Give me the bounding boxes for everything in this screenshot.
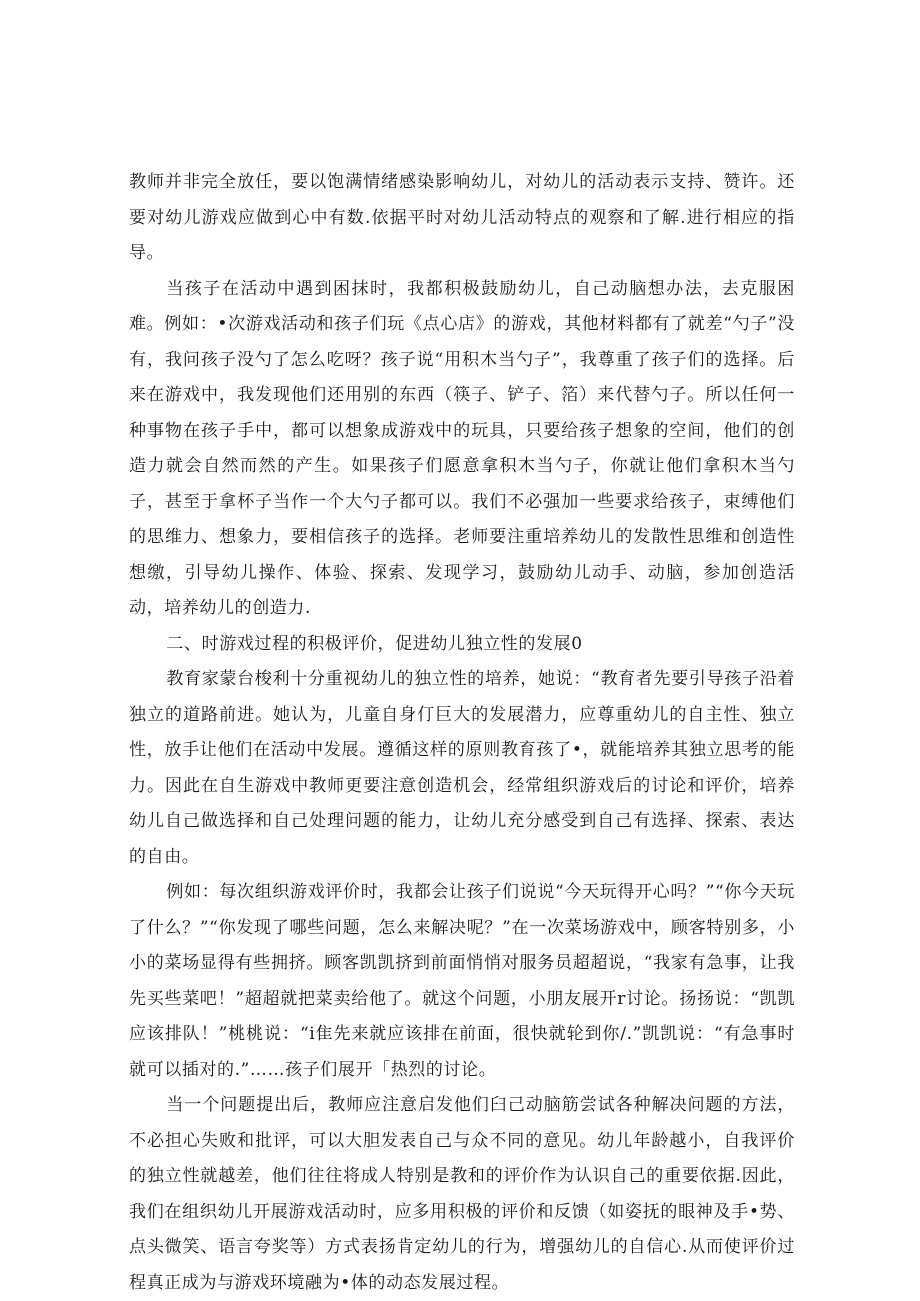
section-heading: 二、时游戏过程的积极评价，促进幼儿独立性的发展0 [166, 633, 583, 654]
paragraph-1: 教师并非完全放任，要以饱满情绪感染影响幼儿，对幼儿的活动表示支持、赞许。还要对幼儿游戏应做到心中有数.依据平时对幼儿活动特点的观察和了解.进行相应的指导。 [129, 172, 795, 263]
paragraph-5: 当一个问题提出后，教师应注意启发他们臼己动脑筋尝试各种解决问题的方法，不必担心失败和批评，可以大胆发表自己与众不同的意见。幼儿年龄越小，自我评价的独立性就越差，他们往往将成人特别是教和的评价作为认识自己的重要依据.因此，我们在组织幼儿开展游戏活动时，应多用积极的评价和反馈（如姿抚的眼神及手•势、点头微笑、语言夸奖等）方式表扬肯定幼儿的行为，增强幼儿的自信心.从而使评价过程真正成为与游戏环境融为•体的动态发展过程。 [129, 1095, 795, 1293]
paragraph-2: 当孩子在活动中遇到困抹时，我都积极鼓励幼儿，自己动脑想办法，去克服困难。例如：•次游戏活动和孩子们玩《点心店》的游戏，其他材料都有了就差“勺子”没有，我问孩子没勺了怎么吃呀？孩子说“用积木当勺子”，我尊重了孩子们的选择。后来在游戏中，我发现他们还用别的东西（筷子、铲子、箔）来代替勺子。所以任何一种事物在孩子手中，都可以想象成游戏中的玩具，只要给孩子想象的空间，他们的创造力就会自然而然的产生。如果孩子们愿意拿积木当勺子，你就让他们拿积木当勺子，甚至于拿杯子当作一个大勺子都可以。我们不必强加一些要求给孩子，束缚他们的思维力、想象力，要相信孩子的选择。老师要注重培养幼儿的发散性思维和创造性想缴，引导幼儿操作、体验、探索、发现学习，鼓励幼儿动手、动脑，参加创造活动，培养幼儿的创造力. [129, 278, 795, 618]
paragraph-4: 例如：每次组织游戏评价时，我都会让孩子们说说“今天玩得开心吗？”“你今天玩了什么？”“你发现了哪些问题，怎么来解决呢？”在一次菜场游戏中，顾客特别多，小小的菜场显得有些拥挤。顾客凯凯挤到前面悄悄对服务员超超说，“我家有急事，让我先买些菜吧！”超超就把菜卖给他了。就这个问题，小朋友展开r讨论。扬扬说：“凯凯应该排队！”桃桃说：“i隹先来就应该排在前面，很快就轮到你/.”凯凯说：“有急事时就可以插对的.”……孩子们展开「热烈的讨论。 [129, 882, 795, 1080]
document-body [129, 165, 795, 1301]
paragraph-3: 教育家蒙台梭利十分重视幼儿的独立性的培养，她说：“教育者先要引导孩子沿着独立的道路前进。她认为，儿童自身仃巨大的发展潜力，应尊重幼儿的自主性、独立性，放手让他们在活动中发展。遵循这样的原则教育孩了•，就能培养其独立思考的能力。因此在自生游戏中教师更要注意创造机会，经常组织游戏后的讨论和评价，培养幼儿自己做选择和自己处理问题的能力，让幼儿充分感受到自己有选择、探索、表达的自由。 [129, 669, 795, 867]
